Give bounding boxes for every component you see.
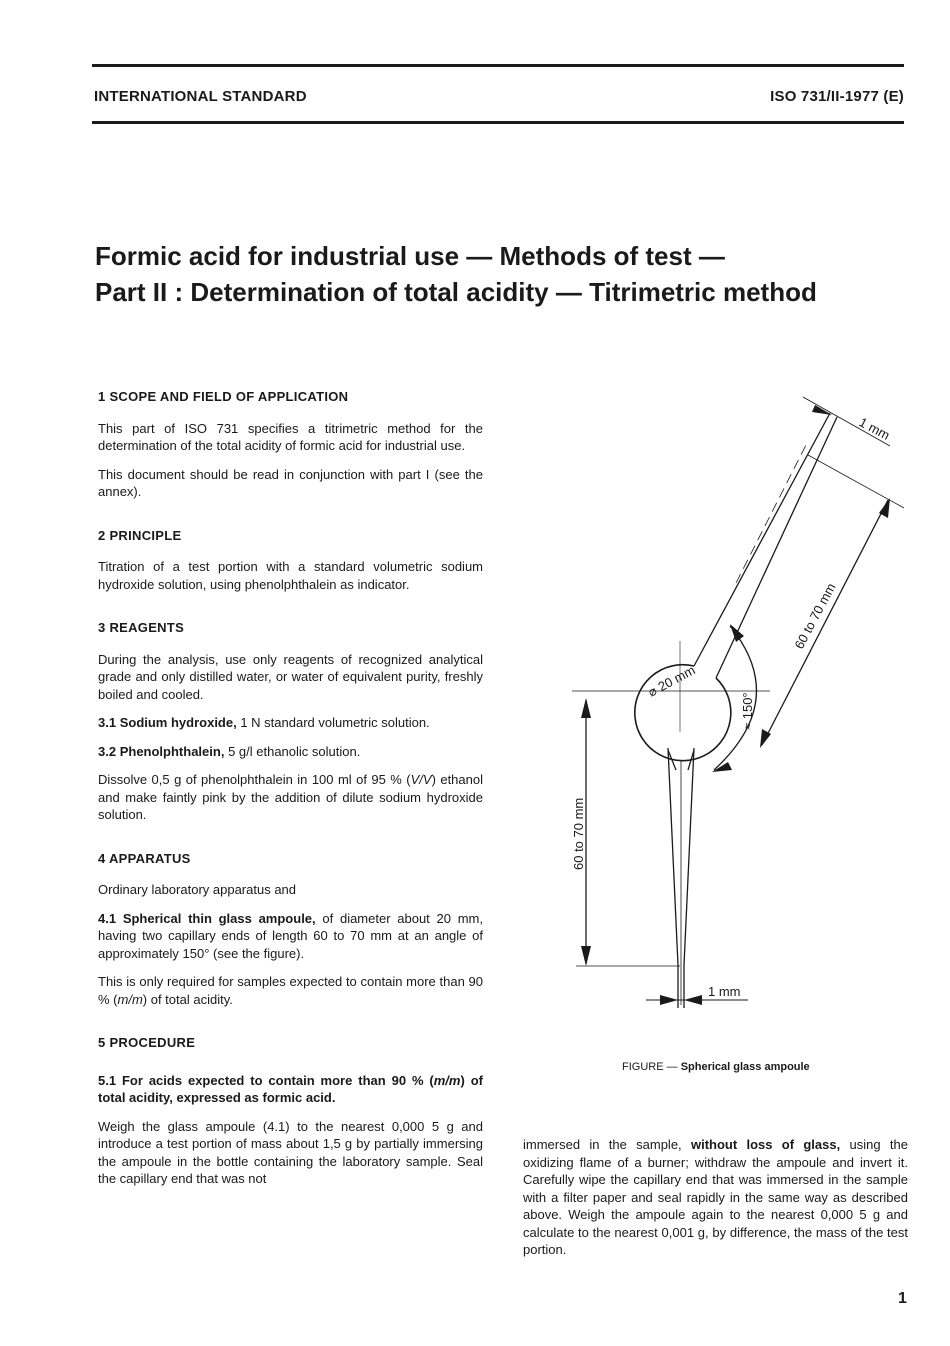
header-bottom-rule	[92, 121, 904, 124]
section-heading: 4 APPARATUS	[98, 850, 191, 866]
text-run: This is only required for samples expected to contain more than 90 % (	[98, 974, 483, 1007]
reagent-name: Phenolphthalein,	[119, 743, 225, 759]
reagent-3-1	[98, 714, 483, 732]
right-column	[523, 1136, 908, 1270]
section-heading: 3 REAGENTS	[98, 620, 185, 635]
sphere-outline	[635, 665, 731, 761]
reagent-3-2	[98, 743, 483, 761]
caption-title: Spherical glass ampoule	[680, 1061, 810, 1073]
caption-prefix: FIGURE —	[622, 1061, 678, 1073]
label-angle: ≈ 150°	[740, 692, 755, 730]
bold-run: without loss of glass,	[690, 1137, 841, 1152]
apparatus-4-1	[98, 910, 483, 963]
diagonal-dimension-line	[762, 500, 888, 745]
paragraph: During the analysis, use only reagents of recognized analytical grade and only distilled water, or water of equivalent purity, freshly boiled and cooled.	[98, 651, 483, 702]
sphere-neck-bottom	[668, 750, 694, 770]
arrowhead	[879, 498, 890, 518]
section-procedure	[98, 1034, 483, 1188]
arrowhead	[684, 995, 702, 1005]
header-right: ISO 731/II-1977 (E)	[770, 88, 904, 105]
reagent-text: 1 N standard volumetric solution.	[240, 715, 430, 730]
title-line-1: Formic acid for industrial use — Methods of test —	[95, 241, 725, 271]
text-run: ) of total acidity, expressed as formic acid.	[98, 1072, 483, 1105]
reagent-name: Sodium hydroxide,	[119, 715, 237, 730]
section-reagents	[98, 619, 483, 824]
section-heading: 1 SCOPE AND FIELD OF APPLICATION	[98, 389, 349, 404]
title-line-2: Part II : Determination of total acidity — Titrimetric method	[95, 277, 817, 307]
upper-capillary-wall	[694, 413, 830, 666]
label-1mm-top: 1 mm	[856, 414, 893, 443]
angle-arc	[714, 626, 756, 770]
arrowhead	[581, 698, 591, 718]
paragraph: Titration of a test portion with a standard volumetric sodium hydroxide solution, using phenolphthalein as indicator.	[98, 559, 483, 592]
italic-run: V/V	[410, 772, 432, 787]
paragraph: Ordinary laboratory apparatus and	[98, 882, 297, 897]
figure-caption	[622, 1061, 810, 1073]
text-run: ) of total acidity.	[142, 991, 233, 1007]
label-60-to-70-diagonal: 60 to 70 mm	[791, 580, 839, 652]
paragraph: This part of ISO 731 specifies a titrimetric method for the determination of the total acidity of formic acid for industrial use.	[98, 420, 483, 453]
arrowhead	[660, 995, 678, 1005]
apparatus-text: of diameter about 20 mm, having two capillary ends of length 60 to 70 mm at an angle of approximately 150° (see the figure).	[98, 910, 483, 961]
top-rule	[92, 64, 904, 67]
section-heading: 5 PROCEDURE	[98, 1035, 196, 1050]
text-run: ) ethanol and make faintly pink by the addition of dilute sodium hydroxide solution.	[98, 772, 483, 822]
text-run: using the oxidizing flame of a burner; withdraw the ampoule and invert it. Carefully wipe the capillary end that was immersed in the sample with a filter paper and seal rapidly in the same way as described above. Weigh the ampoule again to the nearest 0,000 5 g and calculate to the nearest 0,001 g, by difference, the mass of the test portion.	[523, 1137, 908, 1257]
paragraph: This document should be read in conjunction with part I (see the annex).	[98, 466, 483, 499]
clause-number: 3.2	[98, 743, 117, 759]
label-60-to-70-vertical: 60 to 70 mm	[571, 797, 586, 870]
text-run: Dissolve 0,5 g of phenolphthalein in 100 ml of 95 % (	[98, 772, 411, 787]
arrowhead	[812, 405, 832, 415]
paragraph	[98, 771, 483, 824]
text-run: 5.1 For acids expected to contain more than 90 % (	[98, 1072, 434, 1088]
clause-number: 4.1	[98, 910, 117, 926]
arrowhead	[712, 762, 732, 772]
italic-run: m/m	[433, 1072, 461, 1088]
section-scope	[98, 388, 483, 501]
paragraph	[523, 1136, 908, 1259]
arrowhead	[730, 624, 744, 642]
text-run: immersed in the sample,	[523, 1137, 682, 1152]
italic-run: m/m	[117, 991, 143, 1007]
arrowhead	[760, 729, 771, 748]
label-diameter: ⌀ 20 mm	[645, 662, 698, 700]
paragraph: Weigh the glass ampoule (4.1) to the nearest 0,000 5 g and introduce a test portion of mass about 1,5 g by partially immersing the ampoule in the bottle containing the laboratory sample. Seal the capillary end that was not	[98, 1118, 483, 1186]
section-principle	[98, 527, 483, 594]
arrowhead	[581, 946, 591, 966]
header-left: INTERNATIONAL STANDARD	[94, 88, 307, 105]
clause-number: 3.1	[98, 715, 117, 730]
apparatus-name: Spherical thin glass ampoule,	[122, 910, 316, 926]
section-apparatus	[98, 850, 483, 1009]
lower-capillary-wall	[668, 748, 678, 965]
reagent-text: 5 g/l ethanolic solution.	[228, 743, 361, 759]
page-title	[95, 238, 915, 310]
left-column	[98, 388, 483, 1199]
label-1mm-bottom: 1 mm	[708, 984, 741, 999]
section-heading: 2 PRINCIPLE	[98, 527, 182, 543]
page-number: 1	[898, 1290, 907, 1307]
upper-capillary-bore	[736, 445, 806, 583]
clause-5-1-heading	[98, 1072, 483, 1107]
diagonal-extension-line	[808, 455, 904, 508]
lower-capillary-wall	[684, 748, 694, 965]
paragraph	[98, 973, 483, 1008]
top-leader-line	[803, 397, 890, 446]
upper-capillary-wall	[716, 417, 837, 678]
